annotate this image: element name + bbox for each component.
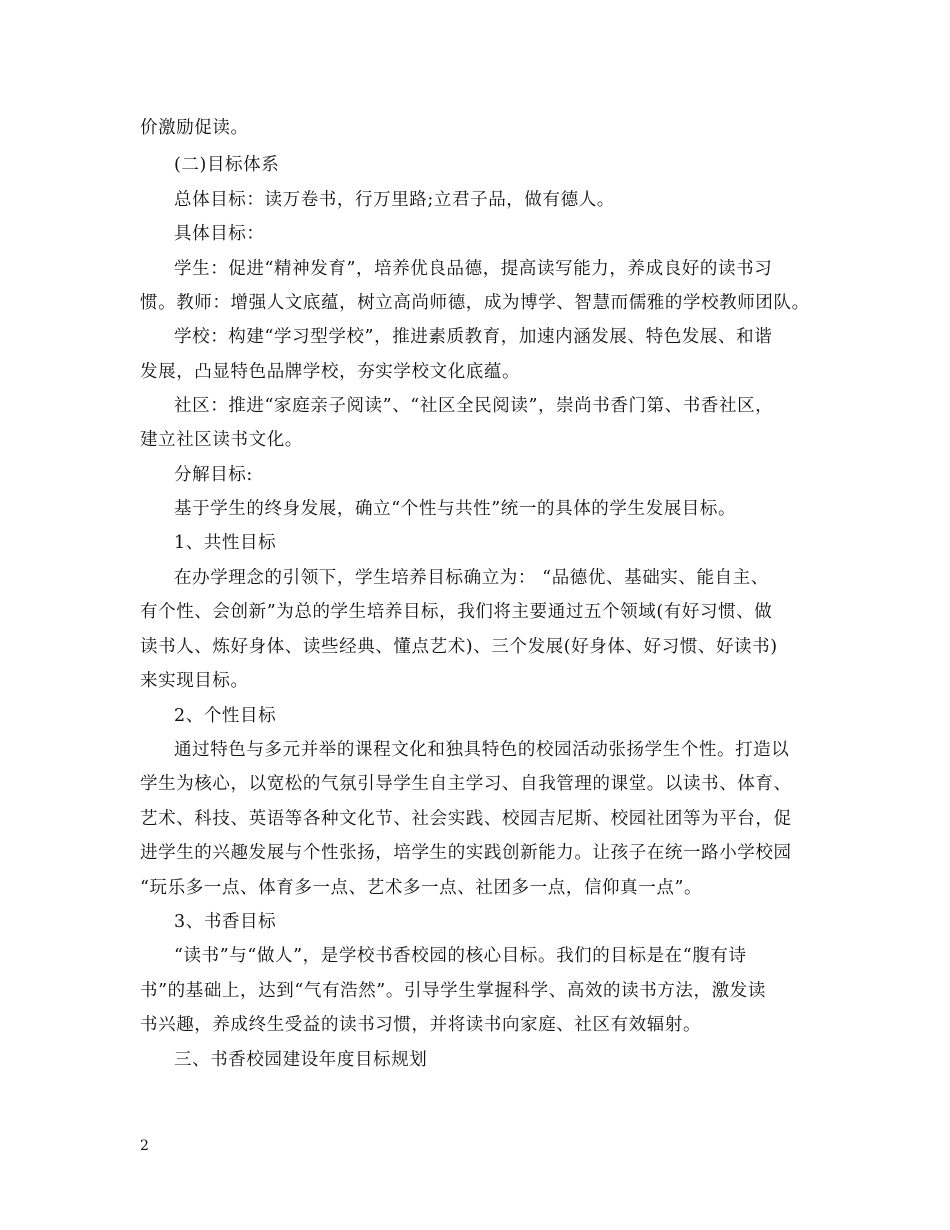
text-line: “玩乐多一点、体育多一点、艺术多一点、社团多一点，信仰真一点”。 — [140, 878, 703, 898]
text-line: 具体目标： — [174, 224, 265, 244]
document-page — [140, 0, 830, 1230]
section-heading: 三、书香校园建设年度目标规划 — [174, 1050, 428, 1070]
text-line: 有个性、会创新”为总的学生培养目标，我们将主要通过五个领域(有好习惯、做 — [140, 602, 773, 622]
text-line: 艺术、科技、英语等各种文化节、社会实践、校园吉尼斯、校园社团等为平台，促 — [140, 809, 792, 829]
text-line: 学生：促进“精神发育”，培养优良品德，提高读写能力，养成良好的读书习 — [174, 259, 773, 279]
text-line: “读书”与“做人”，是学校书香校园的核心目标。我们的目标是在“腹有诗 — [174, 946, 747, 966]
text-line: 书”的基础上，达到“气有浩然”。引导学生掌握科学、高效的读书方法，激发读 — [140, 981, 766, 1001]
text-line: 基于学生的终身发展，确立“个性与共性”统一的具体的学生发展目标。 — [174, 499, 737, 519]
text-line: 在办学理念的引领下，学生培养目标确立为： “品德优、基础实、能自主、 — [174, 568, 769, 588]
subheading: 2、个性目标 — [174, 706, 277, 726]
text-line: 书兴趣，养成终生受益的读书习惯，并将读书向家庭、社区有效辐射。 — [140, 1015, 702, 1035]
text-line: 学生为核心，以宽松的气氛引导学生自主学习、自我管理的课堂。以读书、体育、 — [140, 774, 792, 794]
text-line: 价激励促读。 — [140, 118, 249, 138]
text-line: 来实现目标。 — [140, 671, 249, 691]
page-number: 2 — [140, 1138, 149, 1154]
section-heading: (二)目标体系 — [174, 155, 280, 175]
text-line: 分解目标: — [174, 465, 253, 485]
text-line: 建立社区读书文化。 — [140, 430, 303, 450]
text-line: 社区：推进“家庭亲子阅读”、“社区全民阅读”，崇尚书香门第、书香社区， — [174, 396, 774, 416]
subheading: 1、共性目标 — [174, 533, 277, 553]
text-line: 总体目标：读万卷书，行万里路;立君子品，做有德人。 — [174, 190, 615, 210]
text-line: 通过特色与多元并举的课程文化和独具特色的校园活动张扬学生个性。打造以 — [174, 740, 790, 760]
text-line: 发展，凸显特色品牌学校，夯实学校文化底蕴。 — [140, 362, 521, 382]
text-line: 惯。教师：增强人文底蕴，树立高尚师德，成为博学、智慧而儒雅的学校教师团队。 — [140, 293, 810, 313]
subheading: 3、书香目标 — [174, 912, 277, 932]
text-line: 读书人、炼好身体、读些经典、懂点艺术)、三个发展(好身体、好习惯、好读书) — [140, 637, 778, 657]
text-line: 学校：构建“学习型学校”，推进素质教育，加速内涵发展、特色发展、和谐 — [174, 327, 773, 347]
text-line: 进学生的兴趣发展与个性张扬，培学生的实践创新能力。让孩子在统一路小学校园 — [140, 843, 792, 863]
